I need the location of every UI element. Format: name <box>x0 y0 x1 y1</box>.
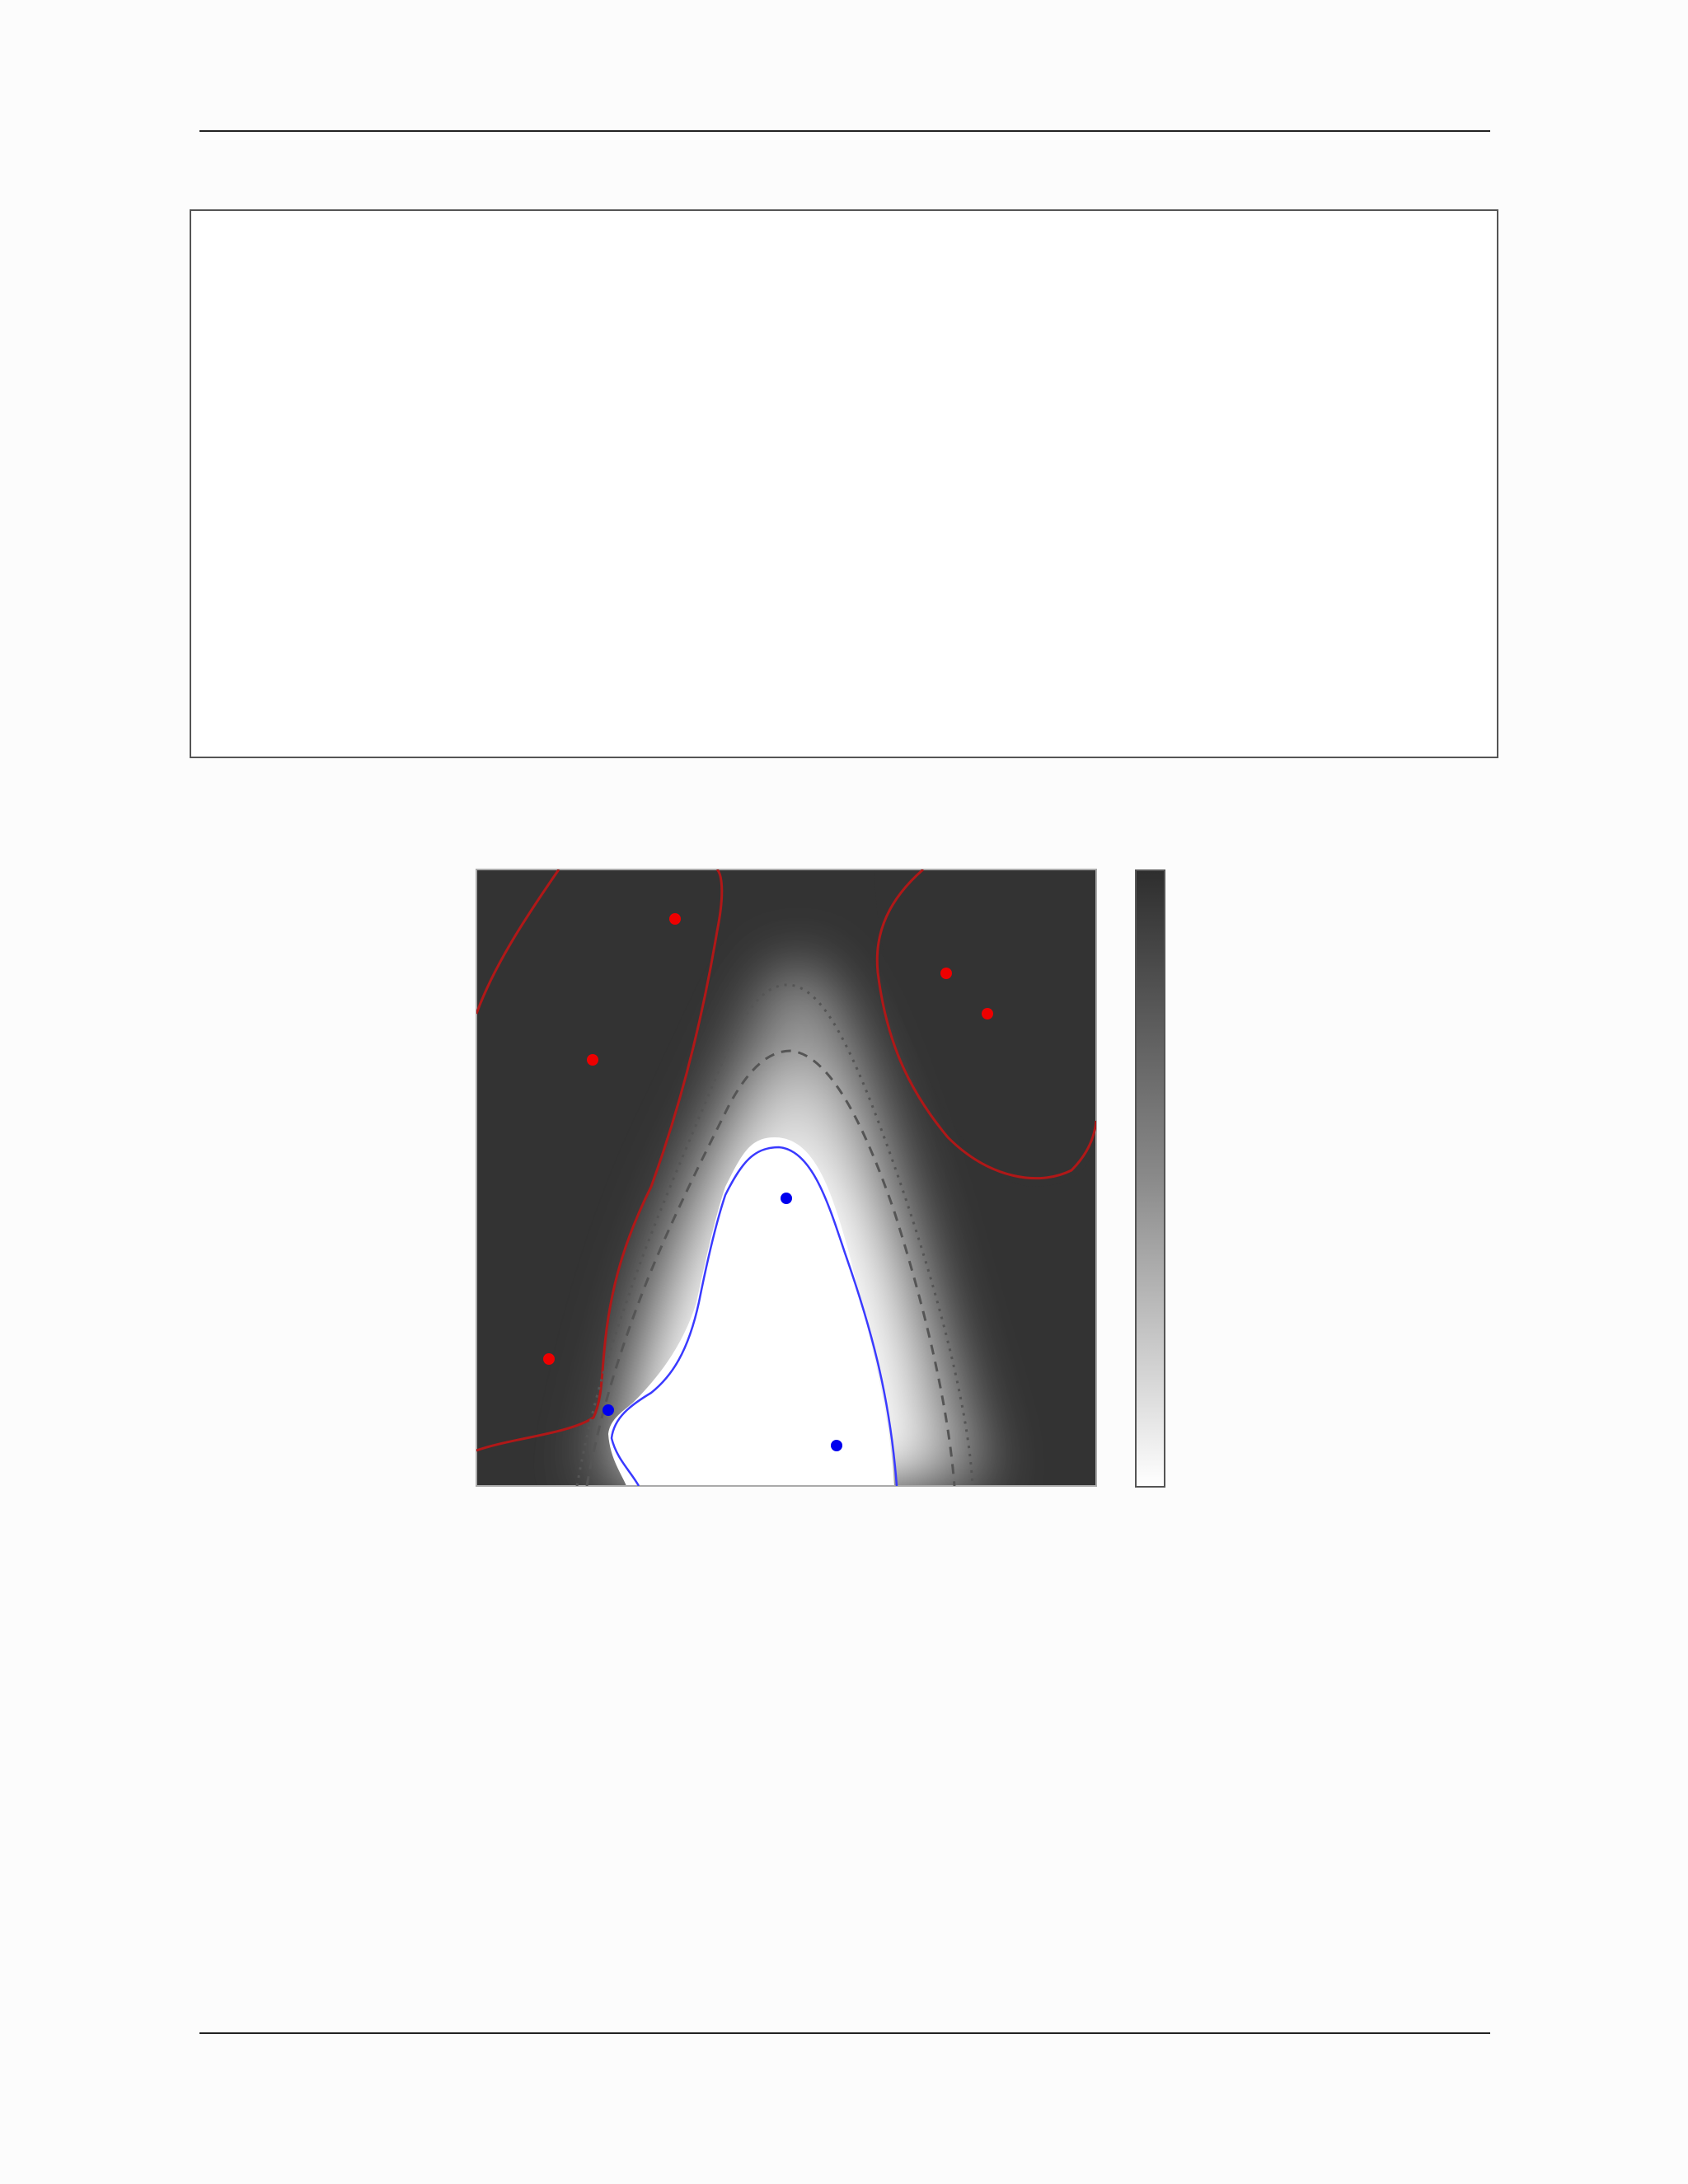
red-point <box>587 1054 598 1066</box>
footer-rule <box>199 2032 1490 2034</box>
red-point <box>982 1008 993 1019</box>
heatmap <box>476 869 1096 1486</box>
colorbar-gradient <box>1136 870 1165 1487</box>
colorbar <box>1136 870 1165 1487</box>
red-point <box>543 1353 555 1365</box>
blue-point <box>781 1193 792 1204</box>
blue-point <box>603 1404 614 1416</box>
red-point <box>940 968 952 979</box>
red-point <box>669 913 681 925</box>
blue-point <box>831 1440 842 1451</box>
